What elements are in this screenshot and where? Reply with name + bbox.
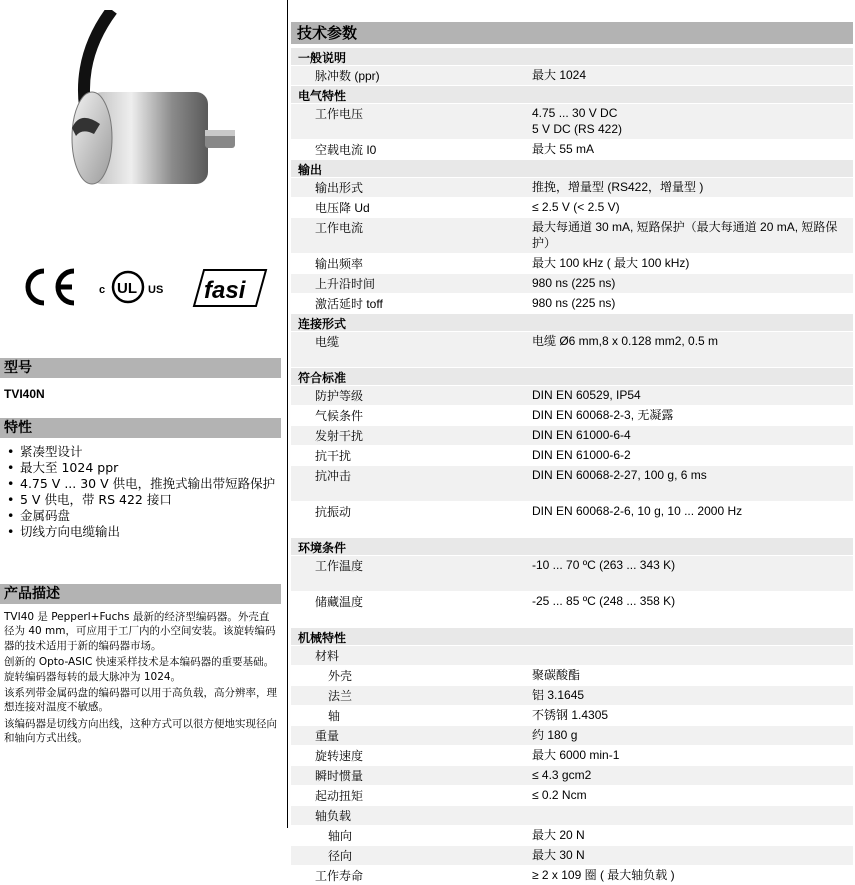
- spec-label: 上升沿时间: [315, 277, 376, 291]
- spec-label: 空载电流 I0: [315, 143, 377, 157]
- spec-value: DIN EN 60068-2-3, 无凝露: [532, 408, 674, 422]
- svg-text:c: c: [99, 284, 106, 296]
- spec-row: [291, 178, 853, 197]
- spec-value: DIN EN 60068-2-27, 100 g, 6 ms: [532, 468, 707, 482]
- spec-value: 推挽，增量型 (RS422，增量型 ): [532, 180, 704, 194]
- spec-row: [291, 294, 853, 313]
- spec-label: 重量: [315, 729, 340, 743]
- features-heading: 特性: [0, 418, 281, 438]
- spec-value: DIN EN 61000-6-2: [532, 448, 631, 462]
- feature-item: • 5 V 供电，带 RS 422 接口: [4, 492, 280, 508]
- spec-row: [291, 826, 853, 845]
- spec-label: 连接形式: [298, 317, 347, 331]
- column-divider: [287, 0, 288, 828]
- spec-value: ≥ 2 x 109 圈 ( 最大轴负载 ): [532, 868, 675, 882]
- spec-label: 材料: [315, 649, 340, 663]
- svg-text:UL: UL: [117, 280, 137, 297]
- model-value: TVI40N: [4, 387, 45, 401]
- spec-row: [291, 66, 853, 85]
- ce-mark-logo: [16, 262, 80, 312]
- spec-value: 最大 20 N: [532, 828, 585, 842]
- spec-row: [291, 866, 853, 885]
- spec-value: DIN EN 60068-2-6, 10 g, 10 ... 2000 Hz: [532, 504, 743, 518]
- spec-row: [291, 786, 853, 805]
- spec-value: DIN EN 61000-6-4: [532, 428, 631, 442]
- spec-value: 5 V DC (RS 422): [532, 122, 623, 136]
- spec-label: 符合标准: [298, 371, 347, 385]
- spec-row: [291, 446, 853, 465]
- spec-row: [291, 846, 853, 865]
- spec-value: 980 ns (225 ns): [532, 296, 616, 310]
- description-paragraph: 该系列带金属码盘的编码器可以用于高负载，高分辨率，理想连接对温度不敏感。: [4, 687, 277, 714]
- spec-row: [291, 406, 853, 425]
- spec-category: [291, 538, 853, 555]
- spec-row: [291, 726, 853, 745]
- feature-item: • 最大至 1024 ppr: [4, 460, 280, 476]
- spec-value: 铝 3.1645: [532, 688, 585, 702]
- spec-label: 轴负载: [315, 809, 352, 823]
- feature-item: • 切线方向电缆输出: [4, 524, 280, 540]
- spec-row: [291, 332, 853, 367]
- spec-value: 最大 6000 min-1: [532, 748, 620, 762]
- spec-row: [291, 386, 853, 405]
- spec-value: 最大 100 kHz ( 最大 100 kHz): [532, 256, 690, 270]
- feature-item: • 金属码盘: [4, 508, 280, 524]
- spec-row: [291, 592, 853, 627]
- spec-column: [291, 0, 855, 883]
- spec-label: 发射干扰: [315, 429, 364, 443]
- spec-label: 一般说明: [298, 51, 347, 65]
- spec-label: 抗冲击: [315, 469, 352, 483]
- spec-value: 聚碳酸酯: [532, 668, 581, 682]
- spec-value: ≤ 4.3 gcm2: [532, 768, 592, 782]
- spec-label: 机械特性: [298, 631, 347, 645]
- spec-category: [291, 86, 853, 103]
- spec-label: 电压降 Ud: [315, 201, 370, 215]
- spec-row: [291, 666, 853, 685]
- spec-value: 4.75 ... 30 V DC: [532, 106, 618, 120]
- spec-value: 最大每通道 30 mA, 短路保护（最大每通道 20 mA, 短路保护）: [532, 220, 838, 250]
- description-heading: 产品描述: [0, 584, 281, 604]
- spec-row: [291, 502, 853, 537]
- spec-value: ≤ 2.5 V (< 2.5 V): [532, 200, 620, 214]
- svg-text:fasi: fasi: [204, 277, 246, 304]
- spec-category: [291, 48, 853, 65]
- spec-label: 工作寿命: [315, 869, 364, 883]
- features-list: [4, 444, 280, 540]
- spec-row: [291, 706, 853, 725]
- spec-value: 电缆 Ø6 mm,8 x 0.128 mm2, 0.5 m: [532, 334, 719, 348]
- model-heading: 型号: [0, 358, 281, 378]
- spec-row: [291, 766, 853, 785]
- spec-label: 电气特性: [298, 89, 347, 103]
- spec-row: [291, 274, 853, 293]
- svg-text:US: US: [148, 284, 164, 296]
- spec-value: 最大 55 mA: [532, 142, 595, 156]
- spec-value: ≤ 0.2 Ncm: [532, 788, 587, 802]
- spec-label: 输出: [298, 163, 323, 177]
- description-paragraph: 该编码器是切线方向出线，这种方式可以很方便地实现径向和轴向方式出线。: [4, 717, 277, 745]
- spec-label: 轴: [328, 709, 341, 723]
- left-column: [0, 0, 281, 828]
- spec-row: [291, 254, 853, 273]
- spec-row: [291, 218, 853, 253]
- spec-row: [291, 686, 853, 705]
- spec-label: 工作温度: [315, 559, 364, 573]
- spec-label: 输出形式: [315, 181, 364, 195]
- spec-label: 法兰: [328, 689, 353, 703]
- spec-label: 抗干扰: [315, 449, 352, 463]
- spec-value: -25 ... 85 ºC (248 ... 358 K): [532, 594, 676, 608]
- feature-item: • 紧凑型设计: [4, 444, 280, 460]
- spec-label: 激活延时 toff: [315, 297, 383, 311]
- spec-value: DIN EN 60529, IP54: [532, 388, 641, 402]
- product-description: [4, 610, 278, 748]
- spec-label: 工作电压: [315, 107, 364, 121]
- spec-label: 瞬时惯量: [315, 769, 364, 783]
- spec-label: 工作电流: [315, 221, 364, 235]
- spec-label: 环境条件: [298, 541, 347, 555]
- spec-row: [291, 556, 853, 591]
- spec-row: [291, 426, 853, 445]
- spec-row: [291, 140, 853, 159]
- spec-row: [291, 746, 853, 765]
- spec-row: [291, 806, 853, 825]
- spec-label: 轴向: [328, 829, 353, 843]
- fasi-logo: [190, 262, 270, 312]
- spec-label: 储藏温度: [315, 595, 364, 609]
- spec-row: [291, 104, 853, 139]
- description-paragraph: TVI40 是 Pepperl+Fuchs 最新的经济型编码器。外壳直径为 40 mm，可应用于工厂内的小空间安装。该旋转编码器的技术适用于新的编码器市场。: [4, 611, 276, 652]
- spec-label: 旋转速度: [315, 749, 364, 763]
- spec-value: 最大 30 N: [532, 848, 585, 862]
- spec-value: 约 180 g: [532, 728, 578, 742]
- encoder-product-photo: [0, 10, 281, 235]
- spec-label: 脉冲数 (ppr): [315, 69, 380, 83]
- spec-label: 防护等级: [315, 389, 364, 403]
- spec-value: 不锈钢 1.4305: [532, 708, 609, 722]
- spec-label: 外壳: [328, 669, 353, 683]
- spec-value: 980 ns (225 ns): [532, 276, 616, 290]
- spec-label: 输出频率: [315, 257, 364, 271]
- spec-category: [291, 368, 853, 385]
- spec-label: 电缆: [315, 335, 340, 349]
- spec-value: 最大 1024: [532, 68, 587, 82]
- spec-label: 起动扭矩: [315, 789, 364, 803]
- spec-row: [291, 198, 853, 217]
- description-paragraph: 创新的 Opto-ASIC 快速采样技术是本编码器的重要基础。旋转编码器每转的最大脉冲为 1024。: [4, 656, 275, 683]
- spec-category: [291, 314, 853, 331]
- spec-value: -10 ... 70 ºC (263 ... 343 K): [532, 558, 676, 572]
- spec-label: 径向: [328, 849, 353, 863]
- spec-label: 抗振动: [315, 505, 352, 519]
- spec-row: [291, 646, 853, 665]
- feature-item: • 4.75 V ... 30 V 供电，推挽式输出带短路保护: [4, 476, 280, 492]
- spec-label: 气候条件: [315, 409, 364, 423]
- spec-category: [291, 160, 853, 177]
- spec-category: [291, 628, 853, 645]
- spec-title: 技术参数: [291, 22, 853, 44]
- spec-row: [291, 466, 853, 501]
- cul-us-listed-logo: [95, 262, 175, 312]
